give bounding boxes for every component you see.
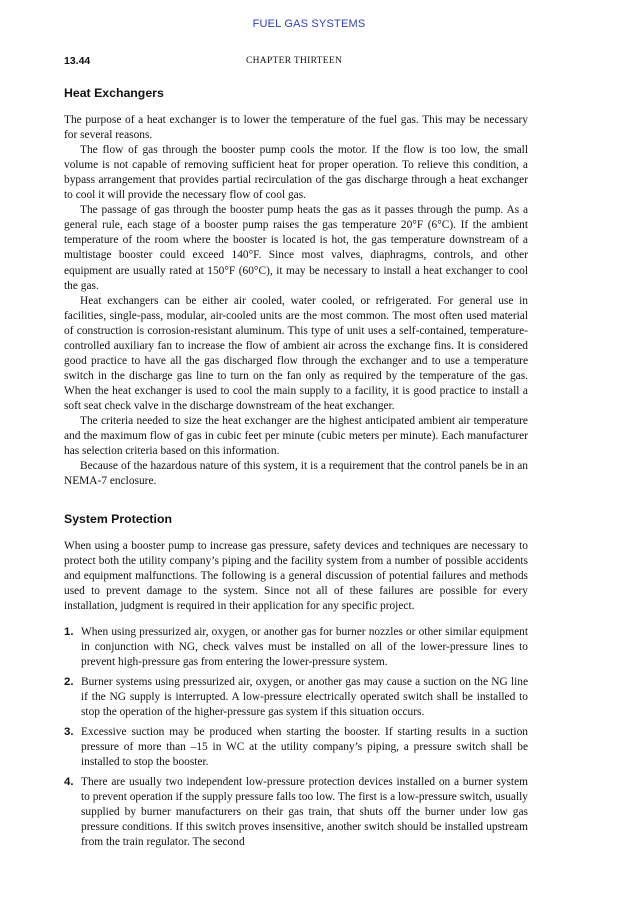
list-item-number: 2. [64, 675, 74, 688]
paragraph: The purpose of a heat exchanger is to lower the temperature of the fuel gas. This may be necessary for several reasons. [64, 114, 528, 142]
list-item-text: There are usually two independent low-pressure protection devices installed on a burner system to prevent operation if the supply pressure falls too low. The first is a low-pressure switch, usually supplied by burner manufacturers on their gas train, that shuts off the burner under low gas pressure conditions. If this switch proves insensitive, another switch should be installed upstream from the train regulator. The second [81, 775, 528, 849]
list-item [64, 775, 528, 850]
section-system-protection [64, 512, 528, 850]
section-heat-exchangers [64, 86, 528, 489]
paragraph: The criteria needed to size the heat exchanger are the highest anticipated ambient air temperature and the maximum flow of gas in cubic feet per minute (cubic meters per minute). Each manufacturer has selection criteria based on this information. [64, 414, 528, 458]
list-item-number: 1. [64, 625, 74, 638]
list-item-number: 3. [64, 725, 74, 738]
paragraph: When using a booster pump to increase gas pressure, safety devices and techniques are necessary to protect both the utility company’s piping and the facility system from a number of possible accidents and equipment malfunctions. The following is a general discussion of potential failures and methods used to prevent damage to the system. Since not all of these failures are possible for every installation, judgment is required in their application for any specific project. [64, 540, 528, 613]
numbered-list [64, 625, 528, 851]
list-item [64, 625, 528, 670]
list-item-number: 4. [64, 775, 74, 788]
list-item [64, 675, 528, 720]
paragraph: Because of the hazardous nature of this system, it is a requirement that the control panels be in an NEMA-7 enclosure. [64, 460, 528, 488]
page-number: 13.44 [64, 55, 91, 67]
list-item [64, 725, 528, 770]
paragraph: The flow of gas through the booster pump cools the motor. If the flow is too low, the small volume is not capable of removing sufficient heat for proper operation. To relieve this condition, a bypass arrangement that provides partial recirculation of the gas discharge through a heat exchanger to cool it will provide the necessary flow of cool gas. [64, 144, 528, 202]
list-item-text: Burner systems using pressurized air, oxygen, or another gas may cause a suction on the NG line if the NG supply is interrupted. A low-pressure electrically operated switch shall be installed to stop the operation of the higher-pressure gas system if this situation occurs. [81, 675, 528, 718]
section-spacer [64, 489, 528, 512]
paragraph: The passage of gas through the booster pump heats the gas as it passes through the pump. As a general rule, each stage of a booster pump raises the gas temperature 20°F (6°C). If the ambient temperature of the room where the booster is located is hot, the gas temperature downstream of a multistage booster could exceed 140°F. Since most valves, diaphragms, controls, and other equipment are usually rated at 150°F (60°C), it may be necessary to install a heat exchanger to cool the gas. [64, 204, 528, 292]
chapter-title: CHAPTER THIRTEEN [246, 56, 343, 66]
running-head: FUEL GAS SYSTEMS [252, 18, 366, 30]
paragraph: Heat exchangers can be either air cooled, water cooled, or refrigerated. For general use in facilities, single-pass, modular, air-cooled units are the most common. The most often used material of construction is corrosion-resistant aluminum. This type of unit uses a self-contained, temperature-controlled auxiliary fan to increase the flow of ambient air across the exchange fins. It is considered good practice to have all the gas discharged flow through the exchanger and to use a temperature switch in the discharge gas line to turn on the fan only as required by the temperature of the gas. When the heat exchanger is used to cool the main supply to a facility, it is good practice to install a soft seat check valve in the discharge downstream of the heat exchanger. [64, 294, 528, 412]
section-heading: System Protection [64, 512, 172, 527]
list-item-text: Excessive suction may be produced when starting the booster. If starting results in a suction pressure of more than –15 in WC at the utility company’s piping, a pressure switch shall be installed to stop the booster. [81, 725, 528, 768]
body-content [64, 86, 528, 855]
section-heading: Heat Exchangers [64, 86, 164, 100]
list-item-text: When using pressurized air, oxygen, or another gas for burner nozzles or other similar equipment in conjunction with NG, check valves must be installed on all of the lower-pressure lines to prevent high-pressure gas from entering the lower-pressure system. [81, 625, 528, 668]
